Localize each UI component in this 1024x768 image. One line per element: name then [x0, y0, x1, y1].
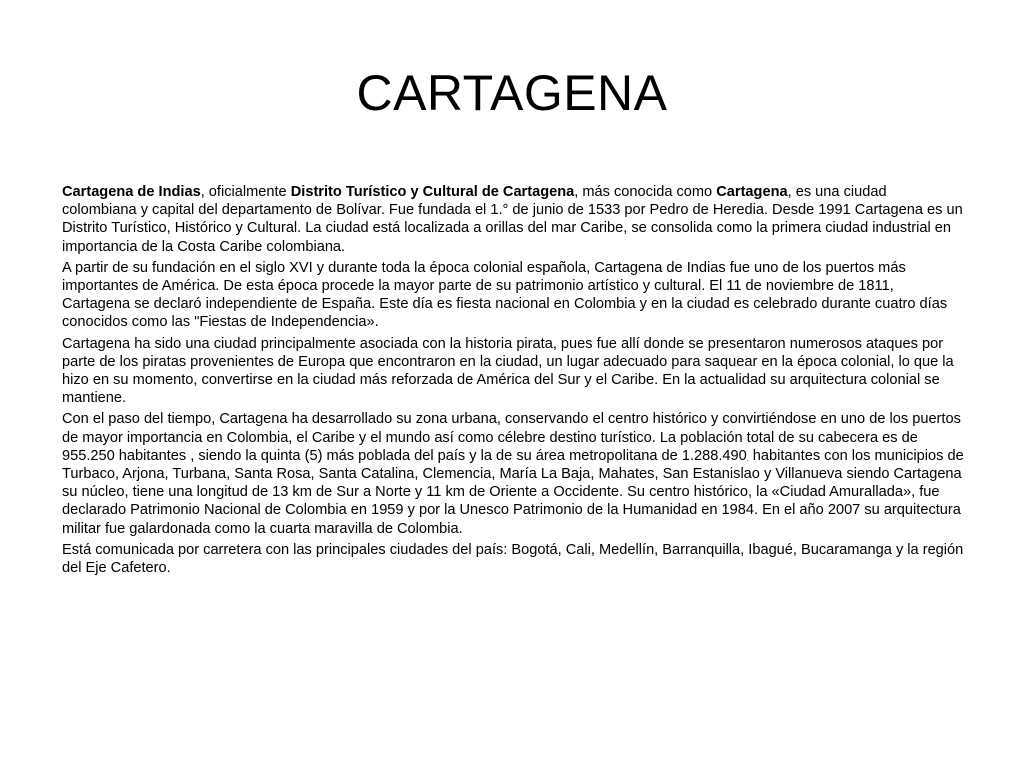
- bold-city-name: Cartagena de Indias: [62, 184, 201, 200]
- urban-text-2: habitantes con los municipios de Turbaco, Arjona, Turbana, Santa Rosa, Santa Catalina, Clemencia, María La Baja, Mahates, San Estanislao y Villanueva siendo Cartagena su núcleo, tiene una longitud de 13 km de Sur a Norte y 11 km de Oriente a Occidente. Su centro histórico, la «Ciudad Amurallada», fue declarado Patrimonio Nacional de Colombia en 1959 y por la Unesco Patrimonio de la Humanidad en 1984. En el año 2007 su arquitectura militar fue galardonada como la cuarta maravilla de Colombia.: [62, 447, 964, 537]
- bold-short-name: Cartagena: [716, 184, 788, 200]
- intro-text-1: , oficialmente: [200, 184, 291, 200]
- slide-body: [62, 183, 964, 580]
- intro-text-2: , más conocida como: [574, 184, 717, 200]
- paragraph-intro: [62, 183, 964, 256]
- superscript-mark: .: [746, 455, 749, 463]
- slide-title: CARTAGENA: [356, 65, 668, 121]
- paragraph-pirates: Cartagena ha sido una ciudad principalmente asociada con la historia pirata, pues fue allí donde se presentaron numerosos ataques por parte de los piratas provenientes de Europa que encontraron en la ciudad, un lugar adecuado para saquear en la época colonial, lo que la hizo en su momento, convertirse en la ciudad más reforzada de América del Sur y el Caribe. En la actualidad su arquitectura colonial se mantiene.: [62, 335, 954, 407]
- intro-text-3: , es una ciudad colombiana y capital del departamento de Bolívar. Fue fundada el 1.° de junio de 1533 por Pedro de Heredia. Desde 1991 Cartagena es un Distrito Turístico, Histórico y Cultural. La ciudad está localizada a orillas del mar Caribe, se consolida como la primera ciudad industrial en importancia de la Costa Caribe colombiana.: [62, 184, 963, 255]
- paragraph-history: A partir de su fundación en el siglo XVI y durante toda la época colonial española, Cartagena de Indias fue uno de los puertos más importantes de América. De esta época procede la mayor parte de su patrimonio artístico y cultural. El 11 de noviembre de 1811, Cartagena se declaró independiente de España. Este día es fiesta nacional en Colombia y en la ciudad es celebrado durante cuatro días conocidos como las "Fiestas de Independencia».: [62, 259, 948, 331]
- paragraph-urban: [62, 410, 964, 537]
- urban-text-1: Con el paso del tiempo, Cartagena ha desarrollado su zona urbana, conservando el centro histórico y convirtiéndose en uno de los puertos de mayor importancia en Colombia, el Caribe y el mundo así como célebre destino turístico. La población total de su cabecera es de 955.250 habitantes , siendo la quinta (5) más poblada del país y la de su área metropolitana de 1.288.490: [62, 411, 961, 464]
- bold-official-name: Distrito Turístico y Cultural de Cartagena: [290, 184, 575, 200]
- paragraph-roads: Está comunicada por carretera con las principales ciudades del país: Bogotá, Cali, Medellín, Barranquilla, Ibagué, Bucaramanga y la región del Eje Cafetero.: [62, 541, 964, 577]
